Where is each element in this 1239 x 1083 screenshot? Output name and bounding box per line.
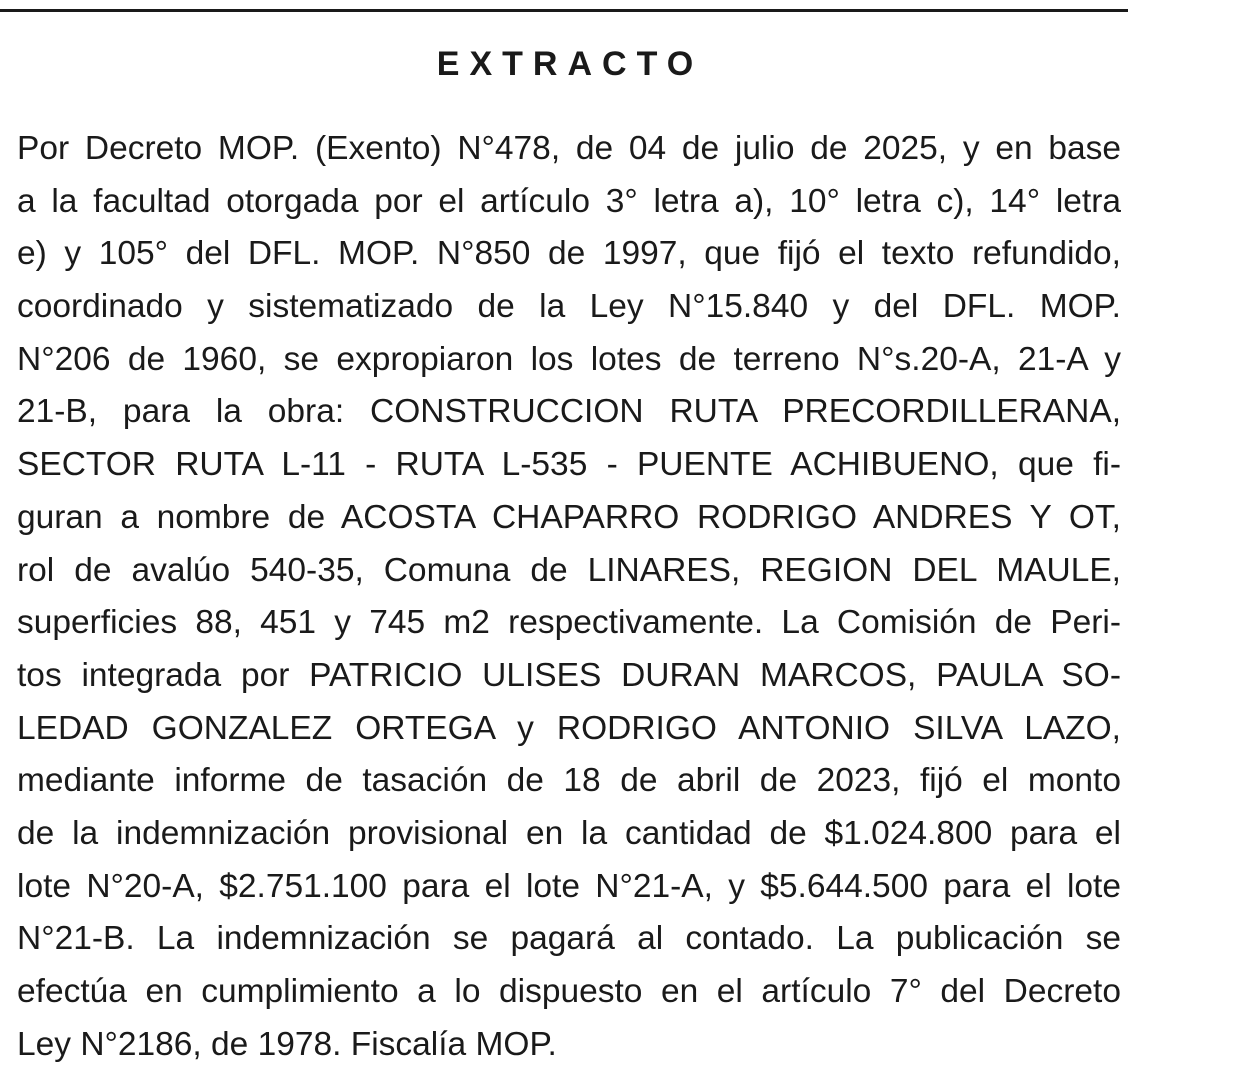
body-line: SECTOR RUTA L-11 - RUTA L-535 - PUENTE ACHIBUENO, que fi- [17,446,1121,484]
body-line: 21-B, para la obra: CONSTRUCCION RUTA PRECORDILLERANA, [17,393,1121,431]
top-divider [0,9,1128,12]
body-line: superficies 88, 451 y 745 m2 respectivamente. La Comisión de Peri- [17,604,1121,642]
body-line: N°21-B. La indemnización se pagará al contado. La publicación se [17,920,1121,958]
document-title: EXTRACTO [436,45,704,83]
body-line: mediante informe de tasación de 18 de abril de 2023, fijó el monto [17,762,1121,800]
body-line: Ley N°2186, de 1978. Fiscalía MOP. [17,1025,557,1063]
body-line: N°206 de 1960, se expropiaron los lotes de terreno N°s.20-A, 21-A y [17,340,1121,378]
body-line: LEDAD GONZALEZ ORTEGA y RODRIGO ANTONIO SILVA LAZO, [17,709,1121,747]
body-line: a la facultad otorgada por el artículo 3° letra a), 10° letra c), 14° letra [17,182,1121,220]
body-line: lote N°20-A, $2.751.100 para el lote N°21-A, y $5.644.500 para el lote [17,867,1121,905]
body-line: rol de avalúo 540-35, Comuna de LINARES, REGION DEL MAULE, [17,551,1121,589]
body-line: tos integrada por PATRICIO ULISES DURAN MARCOS, PAULA SO- [17,656,1121,694]
body-line: de la indemnización provisional en la cantidad de $1.024.800 para el [17,814,1121,852]
body-line: guran a nombre de ACOSTA CHAPARRO RODRIGO ANDRES Y OT, [17,498,1121,536]
body-line: e) y 105° del DFL. MOP. N°850 de 1997, que fijó el texto refundido, [17,235,1121,273]
body-line: coordinado y sistematizado de la Ley N°15.840 y del DFL. MOP. [17,288,1121,326]
body-line: Por Decreto MOP. (Exento) N°478, de 04 de julio de 2025, y en base [17,130,1121,167]
extract-body [17,123,1121,1071]
body-line: efectúa en cumplimiento a lo dispuesto en el artículo 7° del Decreto [17,973,1121,1010]
